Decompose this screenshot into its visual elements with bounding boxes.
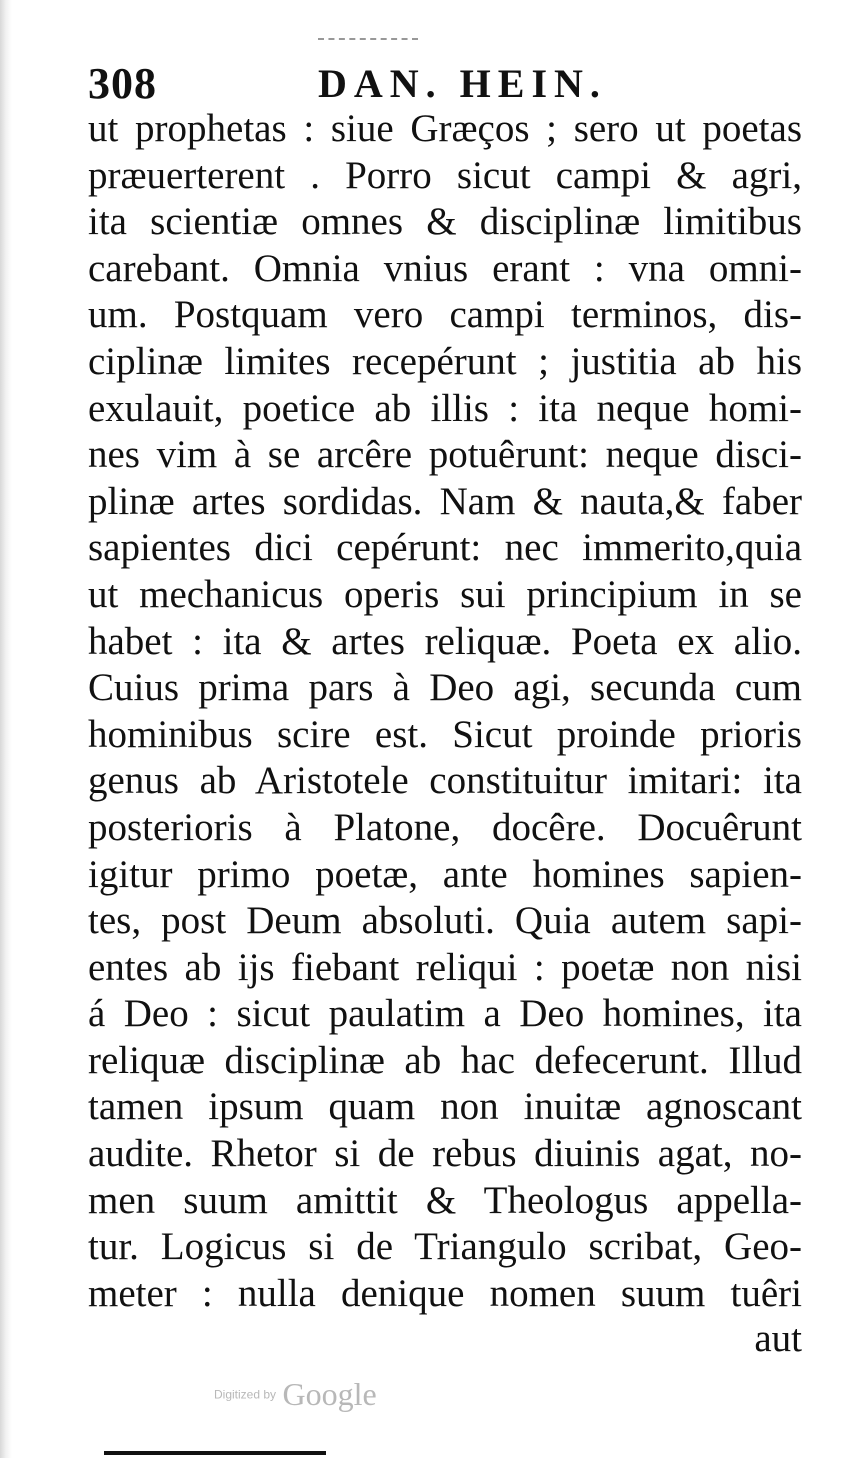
text-line: men suum amittit & Theologus appella- [88, 1178, 802, 1222]
text-line: præuerterent . Porro sicut campi & agri, [88, 153, 802, 197]
text-line: igitur primo poetæ, ante homines sapien- [88, 852, 802, 896]
text-line: tur. Logicus si de Triangulo scribat, Geo- [88, 1225, 802, 1269]
text-line: á Deo : sicut paulatim a Deo homines, ita [88, 992, 802, 1036]
text-line: habet : ita & artes reliquæ. Poeta ex alio. [88, 619, 802, 663]
text-line: reliquæ disciplinæ ab hac defecerunt. Illud [88, 1038, 802, 1082]
text-line: exulauit, poetice ab illis : ita neque homi- [88, 386, 802, 430]
text-line: plinæ artes sordidas. Nam & nauta,& faber [88, 479, 802, 523]
text-line: meter : nulla denique nomen suum tuêri [88, 1271, 802, 1315]
page-number: 308 [88, 59, 157, 108]
text-line: tes, post Deum absoluti. Quia autem sapi- [88, 899, 802, 943]
page-header [88, 58, 808, 110]
watermark-prefix: Digitized by [214, 1387, 277, 1402]
text-line: tamen ipsum quam non inuitæ agnoscant [88, 1085, 802, 1129]
text-line: ciplinæ limites recepérunt ; justitia ab his [88, 339, 802, 383]
text-line: carebant. Omnia vnius erant : vna omni- [88, 246, 802, 290]
text-line: entes ab ijs fiebant reliqui : poetæ non nisi [88, 945, 802, 989]
text-line: sapientes dici cepérunt: nec immerito,quia [88, 526, 802, 570]
text-line: posterioris à Platone, docêre. Docuêrunt [88, 805, 802, 849]
text-line: hominibus scire est. Sicut proinde prioris [88, 712, 802, 756]
binding-edge [0, 0, 12, 1458]
bottom-rule [104, 1451, 326, 1455]
text-line: Cuius prima pars à Deo agi, secunda cum [88, 666, 802, 710]
text-line: nes vim à se arcêre potuêrunt: neque disci- [88, 433, 802, 477]
text-line: audite. Rhetor si de rebus diuinis agat, no- [88, 1132, 802, 1176]
text-line: genus ab Aristotele constituitur imitari: ita [88, 759, 802, 803]
text-line: um. Postquam vero campi terminos, dis- [88, 293, 802, 337]
print-marks [318, 38, 418, 44]
body-text [88, 106, 802, 1317]
text-line: ut mechanicus operis sui principium in se [88, 572, 802, 616]
catchword: aut [754, 1317, 802, 1360]
text-line: ut prophetas : siue Græços ; sero ut poetas [88, 107, 802, 150]
running-head: DAN. HEIN. [318, 61, 607, 106]
watermark-brand: Google [282, 1376, 377, 1412]
text-line: ita scientiæ omnes & disciplinæ limitibus [88, 200, 802, 244]
digitization-watermark [214, 1376, 377, 1413]
